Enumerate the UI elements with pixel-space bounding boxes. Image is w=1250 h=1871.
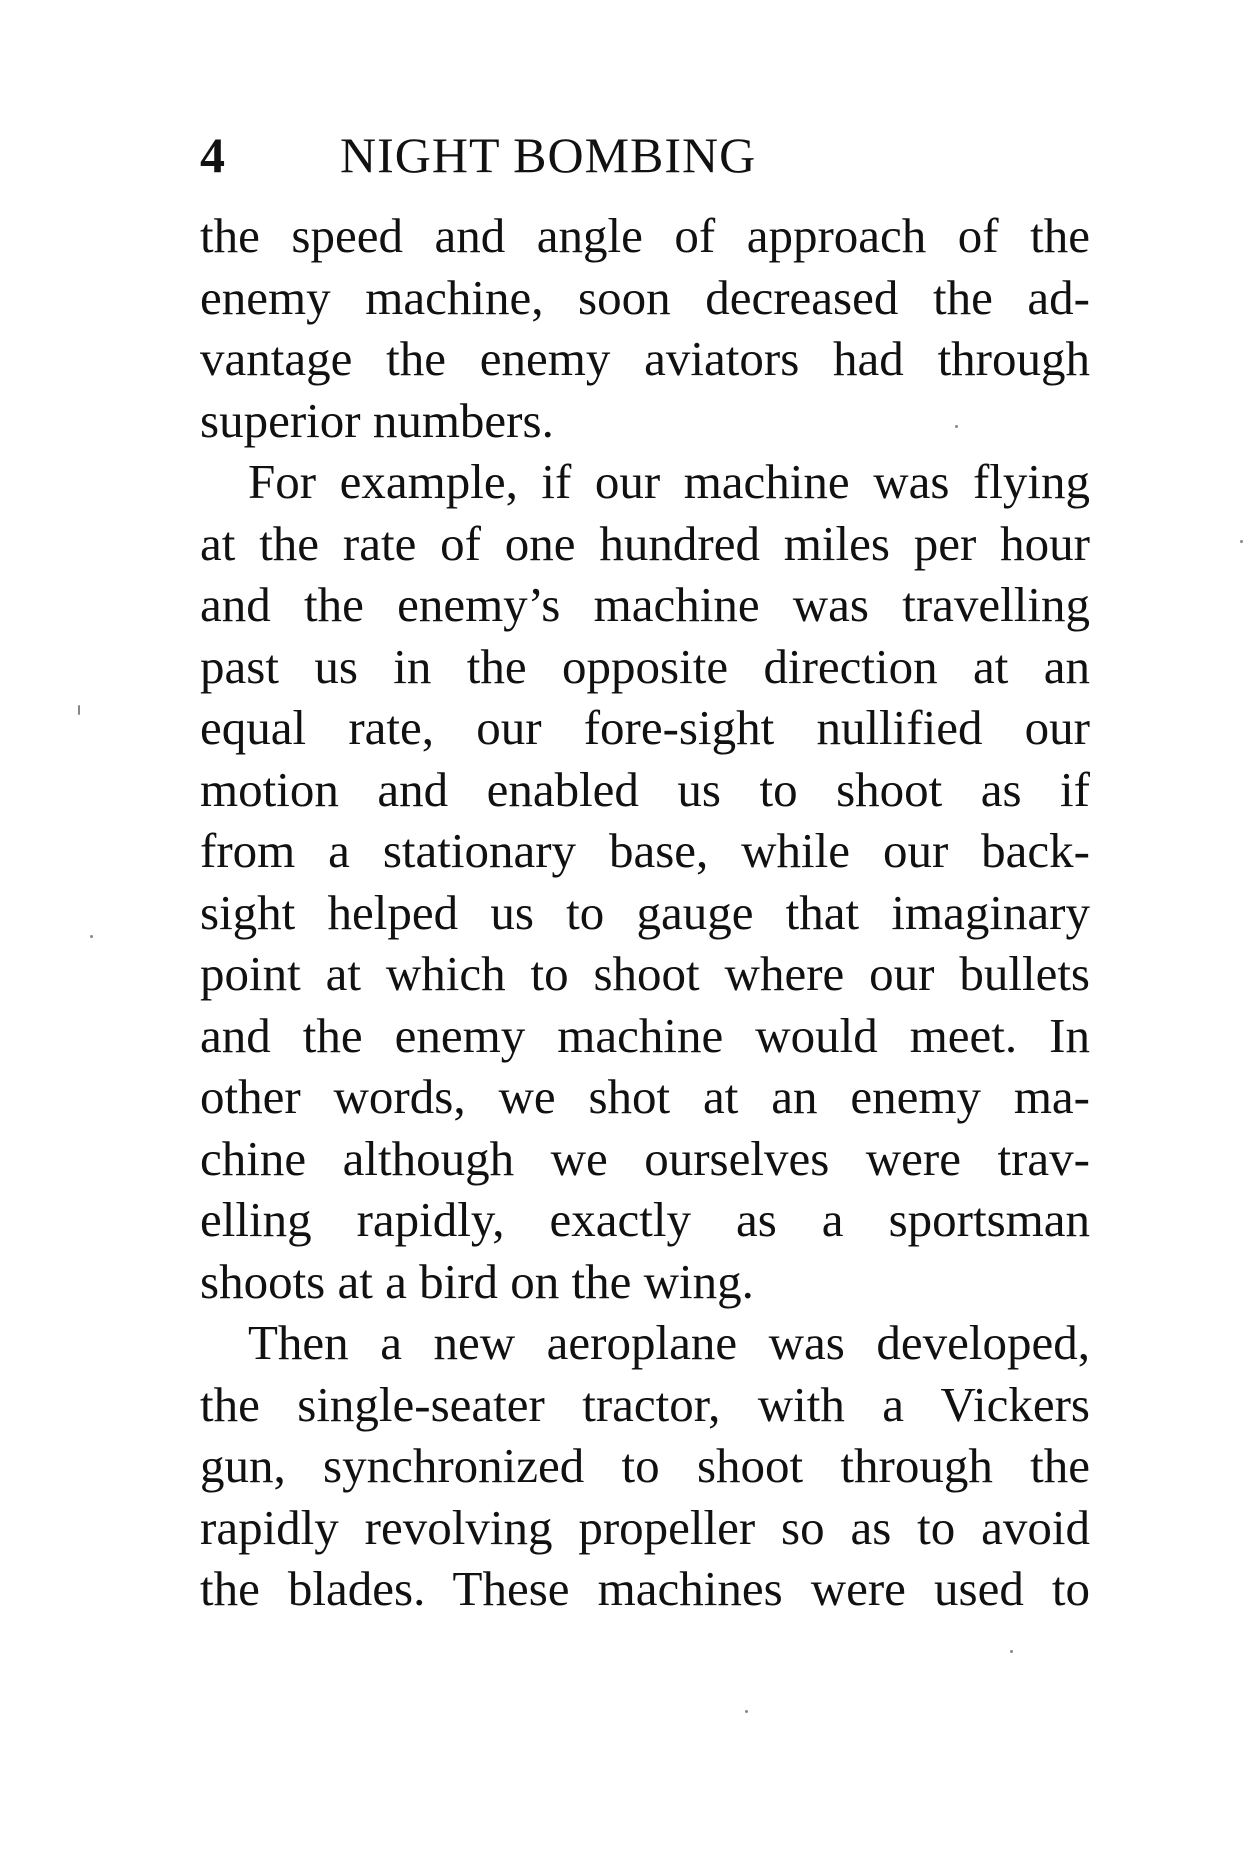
text-line: elling rapidly, exactly as a sportsman	[200, 1192, 1090, 1247]
text-line: superior numbers.	[200, 392, 554, 448]
text-line: gun, synchronized to shoot through the	[200, 1438, 1090, 1493]
text-line: chine although we ourselves were trav-	[200, 1130, 1090, 1186]
body-text	[200, 205, 1090, 1620]
text-line: enemy machine, soon decreased the ad-	[200, 269, 1090, 325]
text-line: point at which to shoot where our bullets	[200, 946, 1090, 1001]
text-line: the speed and angle of approach of the	[200, 208, 1090, 263]
text-line: the blades. These machines were used to	[200, 1561, 1090, 1616]
text-line: the single-seater tractor, with a Vickers	[200, 1376, 1090, 1432]
running-head	[200, 120, 900, 190]
text-line: sight helped us to gauge that imaginary	[200, 884, 1090, 940]
paragraph-2	[200, 451, 1090, 1312]
paragraph-1	[200, 205, 1090, 451]
scan-speck	[1240, 540, 1243, 543]
text-line: shoots at a bird on the wing.	[200, 1253, 754, 1309]
text-line: vantage the enemy aviators had through	[200, 331, 1090, 386]
text-line: and the enemy’s machine was travelling	[200, 577, 1090, 632]
scan-speck	[745, 1710, 748, 1713]
text-line: motion and enabled us to shoot as if	[200, 761, 1090, 817]
text-line: equal rate, our fore-sight nullified our	[200, 700, 1090, 755]
text-line: rapidly revolving propeller so as to avoid	[200, 1499, 1090, 1555]
page-number: 4	[200, 127, 226, 183]
text-line: For example, if our machine was flying	[248, 454, 1090, 509]
scan-speck	[90, 935, 93, 938]
text-line: from a stationary base, while our back-	[200, 823, 1090, 878]
text-line: past us in the opposite direction at an	[200, 638, 1090, 694]
scan-speck	[1010, 1650, 1013, 1653]
scan-speck	[78, 705, 80, 715]
text-line: Then a new aeroplane was developed,	[248, 1315, 1090, 1370]
running-title: NIGHT BOMBING	[340, 127, 757, 183]
paragraph-3	[200, 1312, 1090, 1620]
text-line: and the enemy machine would meet. In	[200, 1007, 1090, 1063]
scan-speck	[955, 425, 958, 428]
text-line: at the rate of one hundred miles per hour	[200, 515, 1090, 571]
text-line: other words, we shot at an enemy ma-	[200, 1069, 1090, 1124]
